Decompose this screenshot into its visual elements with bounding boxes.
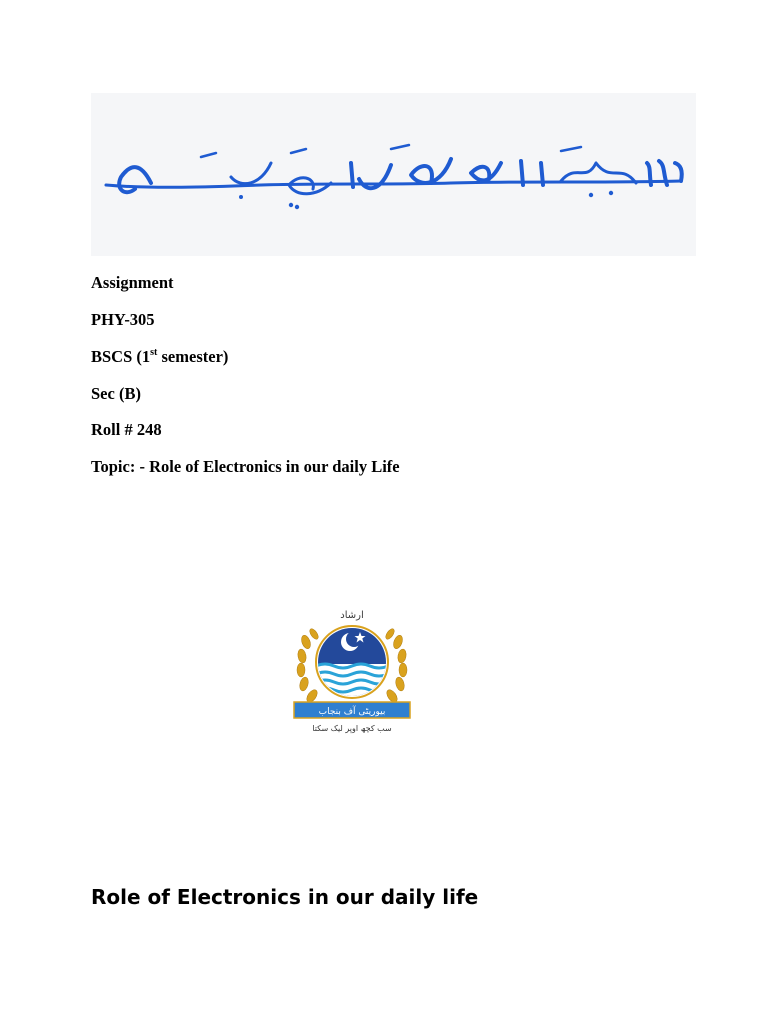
emblem-top-text: ارشاد [340, 610, 364, 621]
roll-number: Roll # 248 [91, 420, 162, 439]
emblem-motto: سب کچھ اوپر لیک سکتا [312, 724, 392, 733]
emblem-band-text: بیوریٹی آف بنجاب [318, 707, 386, 717]
bismillah-banner [91, 93, 696, 256]
assignment-label: Assignment [91, 273, 174, 292]
program-line [91, 347, 228, 367]
topic-line: Topic: - Role of Electronics in our daily Life [91, 457, 400, 476]
program-prefix: BSCS (1 [91, 347, 151, 366]
university-logo [290, 604, 414, 738]
section-heading: Role of Electronics in our daily life [91, 885, 479, 909]
university-emblem [290, 604, 414, 738]
section-line: Sec (B) [91, 384, 141, 403]
bismillah-calligraphy [91, 93, 696, 256]
program-ordinal: st [150, 346, 158, 358]
course-code: PHY-305 [91, 310, 155, 329]
program-suffix: semester) [157, 347, 229, 366]
